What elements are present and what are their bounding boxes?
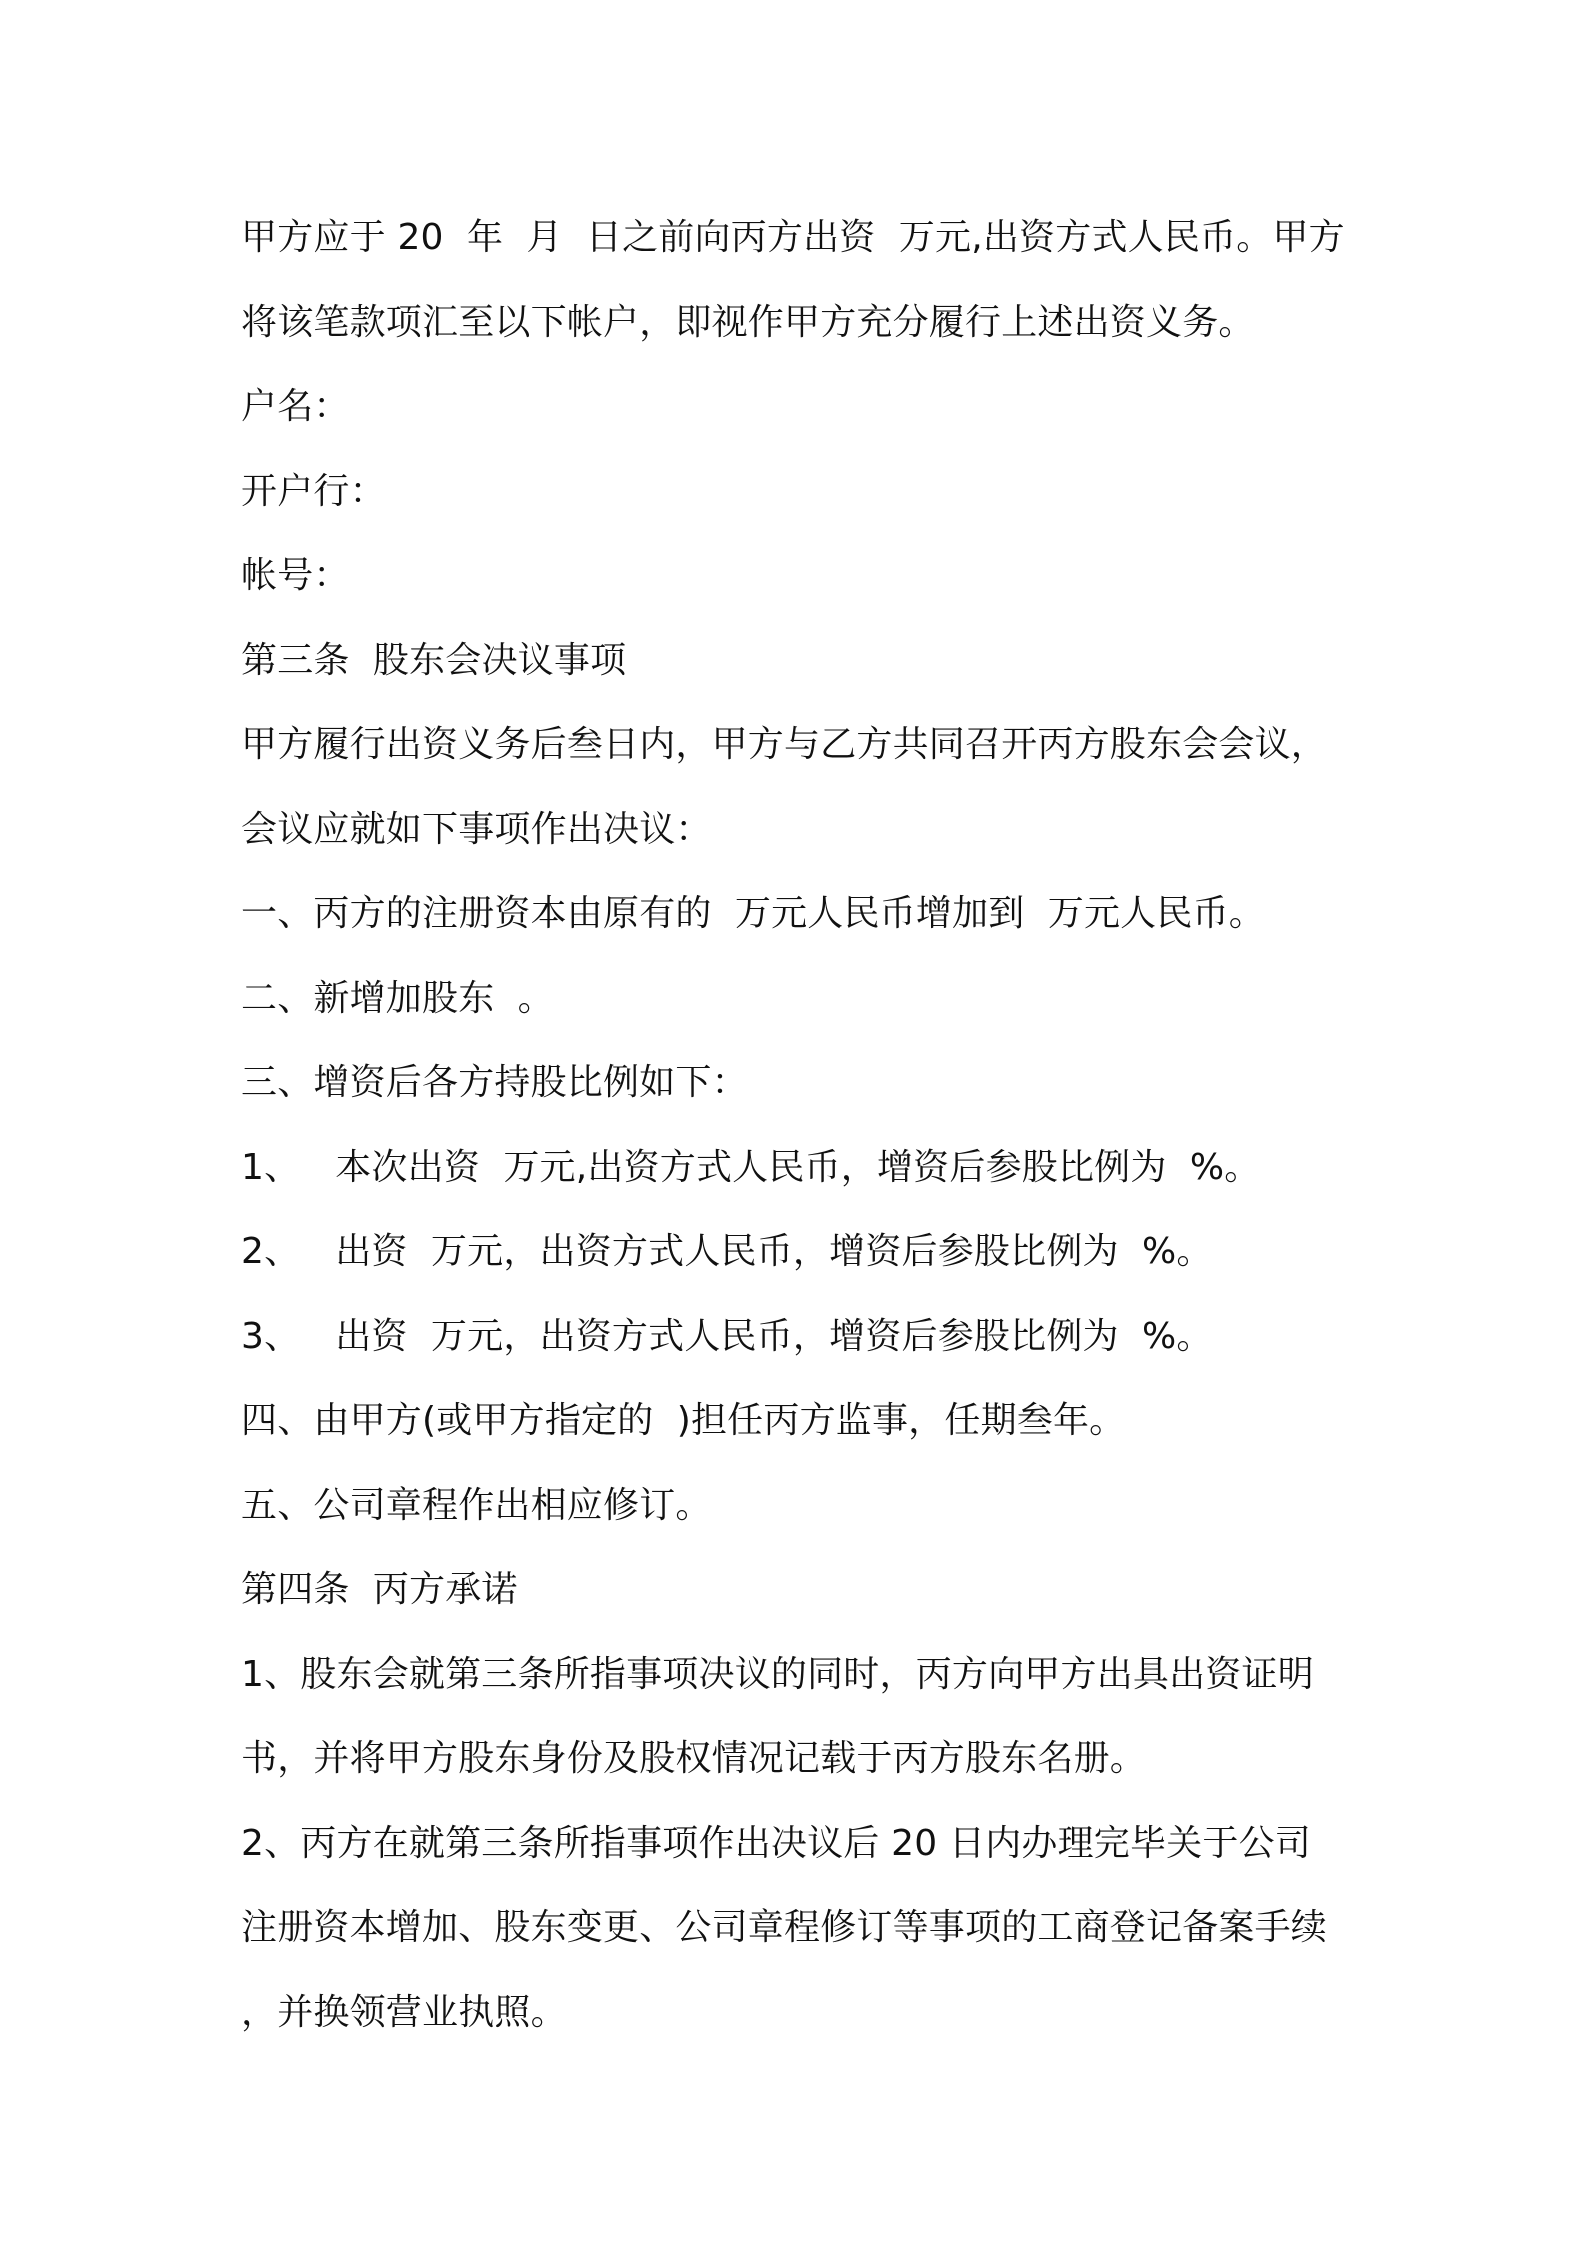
account-name-label: 户名： <box>241 386 350 427</box>
commitment-item: 2、丙方在就第三条所指事项作出决议后 20 日内办理完毕关于公司 <box>241 1822 1311 1864</box>
shareholding-item: 1、 本次出资 万元,出资方式人民币，增资后参股比例为 %。 <box>241 1146 1261 1188</box>
paragraph-line: 甲方履行出资义务后叁日内，甲方与乙方共同召开丙方股东会会议， <box>241 724 1328 765</box>
resolution-item: 三、增资后各方持股比例如下： <box>241 1062 748 1103</box>
commitment-item: 注册资本增加、股东变更、公司章程修订等事项的工商登记备案手续 <box>241 1907 1328 1948</box>
commitment-item: 1、股东会就第三条所指事项决议的同时，丙方向甲方出具出资证明 <box>241 1653 1314 1695</box>
account-number-label: 帐号： <box>241 555 350 596</box>
resolution-item: 五、公司章程作出相应修订。 <box>241 1484 712 1526</box>
shareholding-item: 2、 出资 万元，出资方式人民币，增资后参股比例为 %。 <box>241 1231 1213 1272</box>
paragraph-line: 会议应就如下事项作出决议： <box>241 808 712 850</box>
document-body <box>241 196 1361 2055</box>
resolution-item: 二、新增加股东 。 <box>241 977 554 1019</box>
article-four-heading: 第四条 丙方承诺 <box>241 1569 518 1610</box>
resolution-item: 一、丙方的注册资本由原有的 万元人民币增加到 万元人民币。 <box>241 893 1265 934</box>
bank-label: 开户行： <box>241 470 386 512</box>
paragraph-line: 甲方应于 20 年 月 日之前向丙方出资 万元,出资方式人民币。甲方 <box>241 217 1345 258</box>
commitment-item: ，并换领营业执照。 <box>241 1991 567 2033</box>
resolution-item: 四、由甲方(或甲方指定的 )担任丙方监事，任期叁年。 <box>241 1400 1126 1441</box>
commitment-item: 书，并将甲方股东身份及股权情况记载于丙方股东名册。 <box>241 1738 1147 1779</box>
article-three-heading: 第三条 股东会决议事项 <box>241 639 627 681</box>
paragraph-line: 将该笔款项汇至以下帐户，即视作甲方充分履行上述出资义务。 <box>241 301 1255 343</box>
shareholding-item: 3、 出资 万元，出资方式人民币，增资后参股比例为 %。 <box>241 1315 1213 1357</box>
